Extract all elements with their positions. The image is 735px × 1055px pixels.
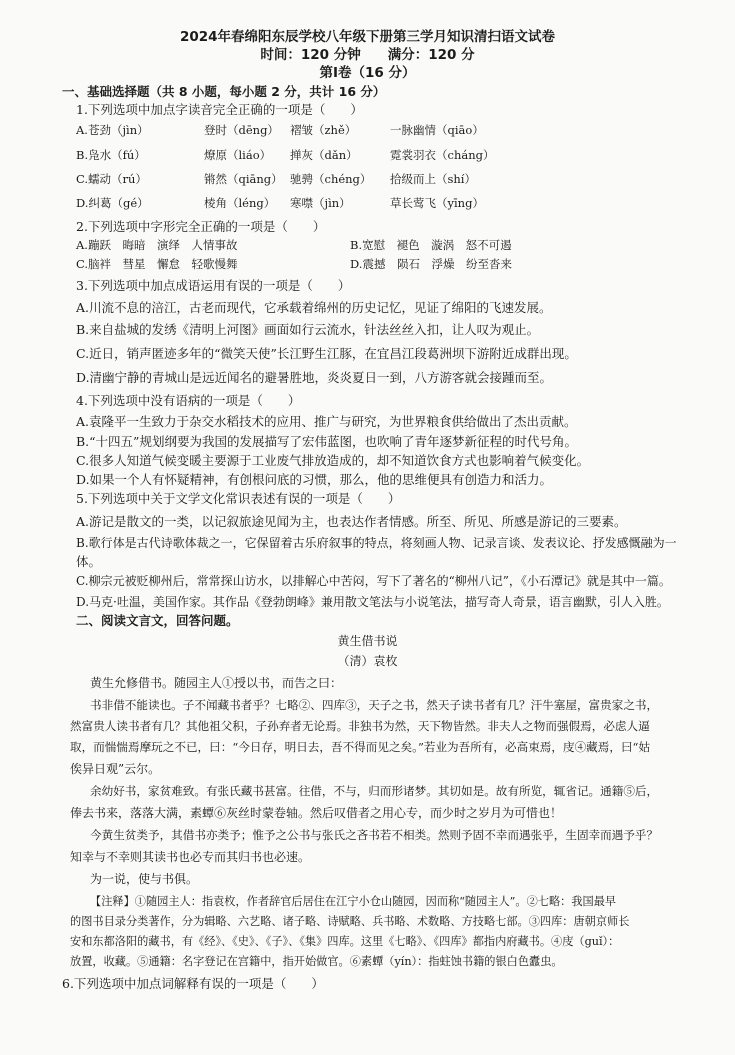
- q2-opt-a: A.蹦跃 晦暗 演绎 人情事故: [76, 238, 238, 252]
- section2-heading: 二、阅读文言文，回答问题。: [76, 613, 239, 628]
- q1-opt-c-1: C.蠕动（rú）: [76, 172, 147, 186]
- q1-opt-d-1: D.纠葛（gé）: [76, 196, 149, 210]
- q3-opt-c: C.近日，销声匿迹多年的“微笑天使”长江野生江豚，在宜昌江段葛洲坝下游附近成群出现。: [76, 346, 577, 361]
- q1-opt-b-2: 燎原（liáo）: [204, 148, 272, 162]
- passage-line: 书非借不能读也。子不闻藏书者乎？七略②、四库③，天子之书，然天子读书者有几？汗牛塞屋，富贵家之书，: [90, 698, 659, 712]
- passage-line: 俸去书来，落落大满，素蟫⑥灰丝时蒙卷轴。然后叹借者之用心专，而少时之岁月为可惜也！: [70, 806, 563, 820]
- note-line: 的图书目录分类著作，分为辑略、六艺略、诸子略、诗赋略、兵书略、术数略、方技略七部。③四库：唐朝京师长: [70, 915, 630, 928]
- passage-author: （清）袁枚: [337, 654, 398, 668]
- q1-opt-d-3: 寒噤（jìn）: [290, 196, 351, 210]
- q4-opt-c: C.很多人知道气候变暖主要源于工业废气排放造成的，却不知道饮食方式也影响着气候变化。: [76, 453, 590, 468]
- note-line: 放置，收藏。⑤通籍：名字登记在宫籍中，指开始做官。⑥素蟫（yín）：指蛀蚀书籍的银白色蠹虫。: [70, 955, 563, 968]
- q1-opt-c-2: 锵然（qiāng）: [204, 172, 283, 186]
- q1-opt-c-3: 驰骋（chéng）: [290, 172, 372, 186]
- q4-opt-a: A.袁隆平一生致力于杂交水稻技术的应用、推广与研究，为世界粮食供给做出了杰出贡献。: [76, 414, 577, 429]
- passage-line: 今黄生贫类予，其借书亦类予；惟予之公书与张氏之吝书若不相类。然则予固不幸而遇张乎，生固幸而遇予乎？: [90, 828, 659, 842]
- q1-opt-d-4: 草长莺飞（yīng）: [390, 196, 484, 210]
- q1-opt-d-2: 棱角（léng）: [204, 196, 276, 210]
- passage-line: 然富贵人读书者有几？其他祖父积，子孙弃者无论焉。非独书为然，天下物皆然。非夫人之物而强假焉，必虑人逼: [70, 719, 650, 733]
- q5-opt-c: C.柳宗元被贬柳州后，常常探山访水，以排解心中苦闷，写下了著名的“柳州八记”，《小石潭记》就是其中一篇。: [76, 574, 671, 588]
- q2-opt-c: C.脑袢 彗星 懈怠 轻歌慢舞: [76, 257, 238, 271]
- q3-opt-a: A.川流不息的涪江，古老而现代，它承载着绵州的历史记忆，见证了绵阳的飞速发展。: [76, 300, 552, 315]
- q1-opt-a-4: 一脉幽情（qiāo）: [390, 123, 484, 137]
- note-line: 【注释】①随园主人：指袁枚，作者辞官后居住在江宁小仓山随园，因而称“随园主人”。②七略：我国最早: [90, 895, 617, 908]
- passage-line: 取，而惴惴焉摩玩之不已，曰：“今日存，明日去，吾不得而见之矣。”若业为吾所有，必高束焉，庋④藏焉，曰“姑: [70, 740, 651, 754]
- q4-opt-d: D.如果一个人有怀疑精神，有创根问底的习惯，那么，他的思维便具有创造力和活力。: [76, 472, 553, 487]
- q6-stem: 6.下列选项中加点词解释有误的一项是（ ）: [62, 976, 324, 991]
- q4-stem: 4.下列选项中没有语病的一项是（ ）: [76, 393, 301, 408]
- passage-title: 黄生借书说: [337, 634, 398, 648]
- q5-opt-b: B.歌行体是古代诗歌体裁之一，它保留着古乐府叙事的特点，将刻画人物、记录言谈、发表议论、抒发感慨融为一: [76, 536, 677, 550]
- q5-opt-b-cont: 体。: [76, 554, 102, 569]
- passage-line: 黄生允修借书。随园主人①授以书，而告之曰：: [90, 676, 343, 690]
- passage-line: 知幸与不幸则其读书也必专而其归书也必速。: [70, 850, 311, 864]
- q1-opt-a-1: A.苍劲（jìn）: [76, 123, 149, 137]
- q3-opt-b: B.来自盐城的发绣《清明上河图》画面如行云流水，针法丝丝入扣，让人叹为观止。: [76, 322, 540, 337]
- q3-stem: 3.下列选项中加点成语运用有误的一项是（ ）: [76, 278, 351, 293]
- q5-opt-d: D.马克·吐温，美国作家。其作品《登勃朗峰》兼用散文笔法与小说笔法，描写奇人奇景，语言幽默，引人入胜。: [76, 595, 669, 609]
- passage-line: 俟异日观”云尔。: [70, 762, 161, 776]
- volume-title: 第Ⅰ卷（16 分）: [319, 65, 416, 81]
- note-line: 安和东都洛阳的藏书，有《经》、《史》、《子》、《集》四库。这里《七略》、《四库》都指内府藏书。④庋（guǐ）：: [70, 935, 620, 948]
- q1-opt-c-4: 拾级而上（shí）: [390, 172, 476, 186]
- passage-line: 为一说，使与书俱。: [90, 872, 199, 886]
- q3-opt-d: D.清幽宁静的青城山是远近闻名的避暑胜地，炎炎夏日一到，八方游客就会接踵而至。: [76, 370, 553, 385]
- q1-opt-b-3: 掸灰（dǎn）: [290, 148, 358, 162]
- q1-opt-b-1: B.凫水（fú）: [76, 148, 146, 162]
- passage-line: 余幼好书，家贫难致。有张氏藏书甚富。往借，不与，归而形诸梦。其切如是。故有所览，辄省记。通籍⑤后，: [90, 784, 659, 798]
- exam-title: 2024年春绵阳东辰学校八年级下册第三学月知识清扫语文试卷: [179, 29, 556, 45]
- time-score-line: 时间：120 分钟 满分：120 分: [260, 47, 475, 63]
- q1-stem: 1.下列选项中加点字读音完全正确的一项是（ ）: [76, 102, 363, 117]
- section1-heading: 一、基础选择题（共 8 小题，每小题 2 分，共计 16 分）: [62, 84, 386, 99]
- q4-opt-b: B.“十四五”规划纲要为我国的发展描写了宏伟蓝图，也吹响了青年逐梦新征程的时代号角。: [76, 434, 577, 449]
- q2-opt-d: D.震撼 陨石 浮燥 纷至沓来: [350, 257, 512, 271]
- q2-stem: 2.下列选项中字形完全正确的一项是（ ）: [76, 219, 326, 234]
- q5-opt-a: A.游记是散文的一类，以记叙旅途见闻为主，也表达作者情感。所至、所见、所感是游记的三要素。: [76, 514, 627, 529]
- q2-opt-b: B.宽慰 褪色 漩涡 怒不可遏: [350, 238, 512, 252]
- q5-stem: 5.下列选项中关于文学文化常识表述有误的一项是（ ）: [76, 491, 401, 506]
- q1-opt-a-2: 登时（dēng）: [204, 123, 279, 137]
- q1-opt-b-4: 霓裳羽衣（cháng）: [390, 148, 495, 162]
- q1-opt-a-3: 褶皱（zhě）: [290, 123, 357, 137]
